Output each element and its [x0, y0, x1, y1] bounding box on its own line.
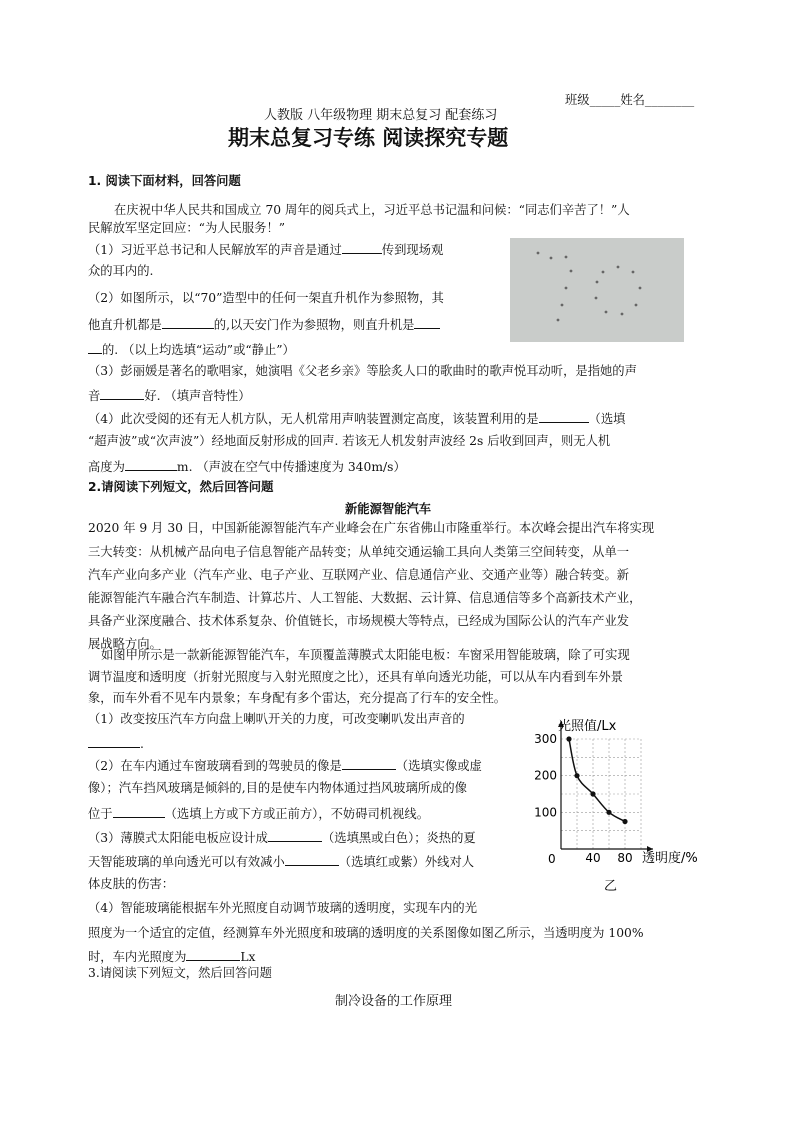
q2-sub4-line1: （4）智能玻璃能根据车外光照度自动调节玻璃的透明度，实现车内的光	[88, 901, 478, 915]
q1-part2-line2: 他直升机都是 的,以天安门作为参照物，则直升机是	[88, 316, 440, 333]
chart-axes	[558, 721, 653, 852]
q2-para1-line3: 汽车产业向多产业（汽车产业、电子产业、互联网产业、信息通信产业、交通产业等）融合转变。新	[88, 568, 630, 582]
answer-blank[interactable]	[414, 316, 440, 329]
x-tick-label: 80	[617, 851, 633, 865]
illuminance-transparency-chart	[528, 712, 713, 897]
q2-sub3-line2: 天智能玻璃的单向透光可以有效减小 （选填红或紫）外线对人	[88, 855, 475, 869]
class-name-field: 班级_____姓名________	[565, 93, 695, 107]
answer-blank[interactable]	[113, 805, 165, 818]
y-axis-label: 光照值/Lx	[558, 719, 617, 734]
answer-blank[interactable]	[268, 829, 322, 842]
answer-blank[interactable]	[125, 458, 177, 471]
q1-part3-line1: （3）彭丽媛是著名的歌唱家，她演唱《父老乡亲》等脍炙人口的歌曲时的歌声悦耳动听，是指她的声	[88, 364, 637, 378]
q1-part4-line3: 高度为 m. （声波在空气中传播速度为 340m/s）	[88, 460, 406, 474]
data-point	[590, 791, 595, 796]
page-title: 期末总复习专练 阅读探究专题	[228, 126, 509, 150]
q1-part4-line1: （4）此次受阅的还有无人机方队，无人机常用声呐装置测定高度，该装置利用的是 （选填	[88, 412, 626, 426]
answer-blank[interactable]	[285, 853, 339, 866]
answer-blank[interactable]	[100, 387, 144, 400]
q1-part3-line2: 音 好. （填声音特性）	[88, 389, 251, 403]
answer-blank[interactable]	[186, 948, 240, 961]
answer-blank[interactable]	[88, 735, 140, 748]
q1-heading: 1. 阅读下面材料，回答问题	[88, 174, 241, 188]
chart-points	[566, 736, 627, 824]
y-tick-label: 300	[534, 732, 557, 746]
q1-part1-line2: 众的耳内的.	[88, 264, 154, 278]
q2-article-title: 新能源智能汽车	[345, 502, 432, 516]
q2-sub1-line2: .	[88, 735, 144, 752]
q1-part1-line1: （1）习近平总书记和人民解放军的声音是通过 传到现场观	[88, 243, 444, 257]
answer-blank[interactable]	[162, 316, 214, 329]
data-point	[606, 810, 611, 815]
q3-article-title: 制冷设备的工作原理	[335, 994, 453, 1009]
x-axis-label: 透明度/%	[642, 851, 698, 866]
chart-ticks	[534, 732, 633, 865]
q1-intro-line1: 在庆祝中华人民共和国成立 70 周年的阅兵式上，习近平总书记温和问候：“同志们辛苦了！”人	[114, 203, 630, 217]
answer-blank[interactable]	[342, 241, 382, 254]
x-tick-label: 40	[585, 851, 601, 865]
data-point	[566, 736, 571, 741]
q1-part2-line1: （2）如图所示，以“70”造型中的任何一架直升机作为参照物，其	[88, 291, 444, 305]
answer-blank[interactable]	[342, 757, 396, 770]
answer-blank[interactable]	[539, 410, 589, 423]
q2-heading: 2.请阅读下列短文，然后回答问题	[88, 480, 274, 494]
q2-para2-line1: 如图甲所示是一款新能源智能汽车，车顶覆盖薄膜式太阳能电板：车窗采用智能玻璃，除了可实现	[101, 648, 630, 662]
q2-sub3-line3: 体皮肤的伤害：	[88, 877, 175, 891]
q1-part4-line2: “超声波”或“次声波”）经地面反射形成的回声. 若该无人机发射声波经 2s 后收到回声，则无人机	[88, 434, 611, 448]
q2-para1-line2: 三大转变：从机械产品向电子信息智能产品转变；从单纯交通运输工具向人类第三空间转变，从单一	[88, 545, 630, 559]
q2-para1-line1: 2020 年 9 月 30 日，中国新能源智能汽车产业峰会在广东省佛山市隆重举行。本次峰会提出汽车将实现	[88, 521, 655, 535]
chart-grid	[561, 739, 641, 849]
helicopter-dots-icon	[510, 238, 684, 342]
q2-sub2-line3: 位于 （选填上方或下方或正前方），不妨碍司机视线。	[88, 807, 429, 821]
q2-para2-line2: 调节温度和透明度（折射光照度与入射光照度之比），还具有单向透光功能，可以从车内看到车外景	[88, 670, 623, 684]
helicopter-formation-photo	[510, 238, 684, 342]
q2-para1-line6: 展战略方向。	[88, 637, 162, 651]
q2-sub2-line2: 像）；汽车挡风玻璃是倾斜的,目的是使车内物体通过挡风玻璃所成的像	[88, 781, 467, 795]
q1-part2-line3: 的. （以上均选填“运动”或“静止”）	[88, 341, 295, 358]
q2-para1-line5: 具备产业深度融合、技术体系复杂、价值链长，市场规模大等特点，已经成为国际公认的汽车产业发	[88, 614, 630, 628]
data-point	[622, 819, 627, 824]
data-point	[574, 773, 579, 778]
q3-heading: 3.请阅读下列短文，然后回答问题	[88, 966, 272, 980]
origin-label: 0	[548, 852, 556, 866]
y-tick-label: 200	[534, 768, 557, 783]
series-curve	[569, 739, 625, 822]
q2-sub3-line1: （3）薄膜式太阳能电板应设计成 （选填黑或白色）；炎热的夏	[88, 831, 476, 845]
q1-intro-line2: 民解放军坚定回应：“为人民服务！”	[88, 221, 286, 235]
y-tick-label: 100	[534, 805, 557, 820]
chart-caption: 乙	[604, 879, 618, 894]
q2-para1-line4: 能源智能汽车融合汽车制造、计算芯片、人工智能、大数据、云计算、信息通信等多个高新技术产业，	[88, 591, 642, 605]
q2-sub4-line2: 照度为一个适宜的定值，经测算车外光照度和玻璃的透明度的关系图像如图乙所示，当透明度为 100%	[88, 926, 644, 940]
q2-sub1-line1: （1）改变按压汽车方向盘上喇叭开关的力度，可改变喇叭发出声音的	[88, 712, 465, 726]
answer-blank[interactable]	[88, 341, 102, 354]
subtitle: 人教版 八年级物理 期末总复习 配套练习	[264, 108, 498, 123]
q2-sub2-line1: （2）在车内通过车窗玻璃看到的驾驶员的像是 （选填实像或虚	[88, 759, 482, 773]
q2-para2-line3: 象，而车外看不见车内景象；车身配有多个雷达，充分提高了行车的安全性。	[88, 691, 507, 705]
q2-sub4-line3: 时，车内光照度为 Lx	[88, 950, 256, 964]
